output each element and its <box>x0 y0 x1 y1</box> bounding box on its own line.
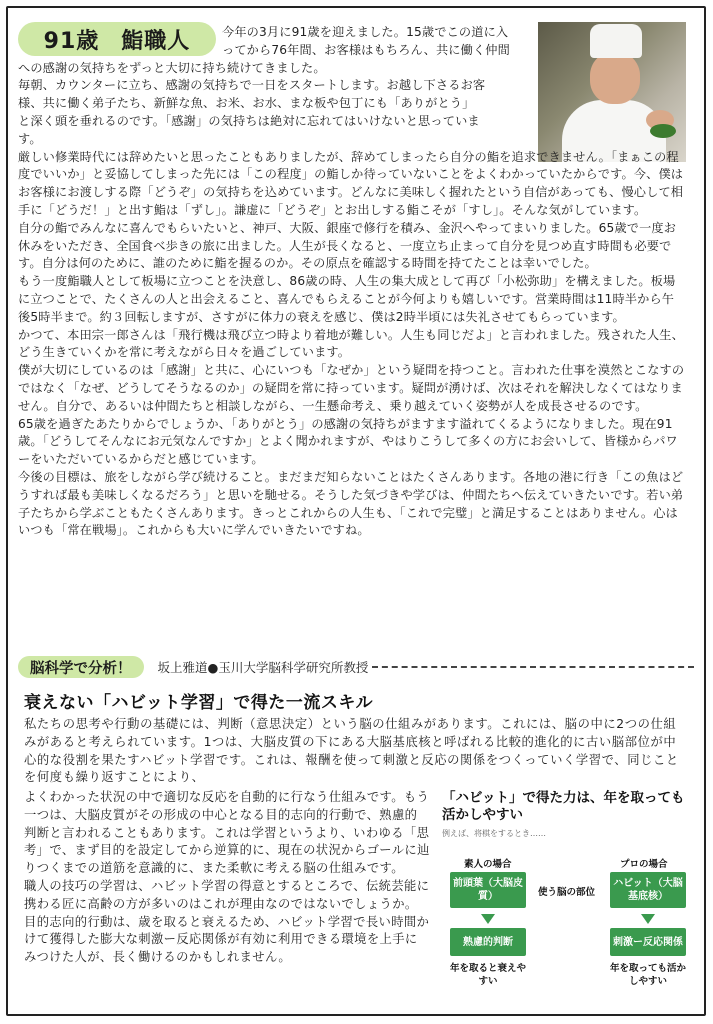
figure-note: 例えば、将棋をするとき…… <box>442 829 546 838</box>
pro-box-habit: ハビット（大脳基底核） <box>610 872 686 908</box>
essay-paragraph-3: 自分の鮨でみんなに喜んでもらいたいと、神戸、大阪、銀座で修行を積み、金沢へやってまいりました。65歳で一度お休みをいただき、全国食べ歩きの旅に出ました。人生が長くなると、一度立ち止まって自分を見つめ直す時間も必要です。自分は何のために、誰のために鮨を握るのか。その原点を確認する時間を持てたことは幸いでした。 <box>18 220 677 271</box>
down-arrow-icon <box>641 914 655 924</box>
amateur-box-frontal-lobe: 前頭葉（大脳皮質） <box>450 872 526 908</box>
brain-text-col-2: 職人の技巧の学習は、ハビット学習の得意とするところで、伝統芸能に携わる匠に高齢の方が多いのはこれが理由なのではないでしょうか。目的志向的行動は、歳を取ると衰えるため、ハビット学習で長い時間かけて獲得した膨大な刺激ー反応関係が有効に利用できる環境を上手にみつけた人が、長く働けるのかもしれません。 <box>24 878 430 965</box>
brain-badge: 脳科学で分析！ <box>18 656 144 678</box>
age-label: 91歳 <box>43 28 100 54</box>
essay-paragraph-7: 65歳を過ぎたあたりからでしょうか、「ありがとう」の感謝の気持ちがますます溢れてくるようになりました。現在91歳。「どうしてそんなにお元気なんですか」とよく聞かれますが、やはりこうして多くの方にお会いして、皆様からパワーをいただいているからだと感じています。 <box>18 416 678 467</box>
essay-p1-line-2: 様、共に働く弟子たち、新鮮な魚、お米、お水、まな板や包丁にも「ありがとう」 <box>18 96 475 111</box>
figure-title: 「ハビット」で得た力は、年を取っても活かしやすい <box>442 790 685 823</box>
down-arrow-icon <box>481 914 495 924</box>
brain-text-column <box>24 789 430 967</box>
pro-box-stimulus-response: 刺激ー反応関係 <box>610 928 686 956</box>
brain-subtitle: 衰えない「ハビット学習」で得た一流スキル <box>24 693 374 713</box>
essay-intro-line-1: 今年の3月に91歳を迎えました。15歳でこの道に入 <box>222 25 509 39</box>
pro-footnote: 年を取っても活かしやすい <box>609 963 686 987</box>
amateur-label: 素人の場合 <box>464 859 512 870</box>
essay-body <box>18 24 686 540</box>
essay-paragraph-5: かつて、本田宗一郎さんは「飛行機は飛び立つ時より着地が難しい。人生も同じだよ」と言われました。残された人生、どう生きていくかを常に考えながら日々を過ごしています。 <box>18 327 684 360</box>
essay-intro-line-2: ってから76年間、お客様はもちろん、共に働く仲間 <box>222 42 510 57</box>
brain-text-full: 私たちの思考や行動の基礎には、判断（意思決定）という脳の仕組みがあります。これには、脳の中に2つの仕組みがあると考えられています。1つは、大脳皮質の下にある大脳基底核と呼ばれる比較的進化的に古い脳部位が中心的な役割を果たすハビット学習です。これは、報酬を使って刺激と反応の関係をつくっていく学習で、同じことを何度も繰り返すことにより、 <box>24 717 679 785</box>
dashed-divider <box>372 666 694 668</box>
essay-intro-line-3: への感謝の気持ちをずっと大切に持ち続けてきました。 <box>18 60 326 75</box>
amateur-footnote: 年を取ると衰えやすい <box>449 963 526 987</box>
essay-p1-line-3: と深く頭を垂れるのです。「感謝」の気持ちは絶対に忘れてはいけないと思っていま <box>18 113 480 128</box>
essay-paragraph-2: 厳しい修業時代には辞めたいと思ったこともありましたが、辞めてしまったら自分の鮨を追求できません。「まぁこの程度でいいか」と妥協してしまった先には「この程度」の鮨しか待っていないことをよくわかっていたからです。今、僕はお客様にお渡しする際「どうぞ」の気持ちを込めています。どんなに美味しく握れたという自信があっても、慢心して相手に「どうだ！」と出す鮨は「ずし」。謙虚に「どうぞ」とお出しする鮨こそが「すし」。そんな気がしています。 <box>18 149 684 217</box>
essay-p1-line-1: 毎朝、カウンターに立ち、感謝の気持ちで一日をスタートします。お越し下さるお客 <box>18 78 486 93</box>
essay-paragraph-8: 今後の目標は、旅をしながら学び続けること。まだまだ知らないことはたくさんあります。各地の港に行き「この魚はどうすれば最も美味しくなるだろう」と思いを馳せる。そうした気づきや学びは、仲間たちへ伝えていきたいです。若い弟子たちから学ぶこともたくさんあります。きっとこれからの人生も、「これで完璧」と満足することはありません。心はいつも「常在戦場」。これからも大いに学んでいきたいですね。 <box>18 469 684 538</box>
amateur-box-deliberate: 熟慮的判断 <box>450 928 526 956</box>
brain-section-header <box>18 656 694 678</box>
brain-author: 坂上雅道●玉川大学脳科学研究所教授 <box>157 660 369 675</box>
brain-text-col-1: よくわかった状況の中で適切な反応を自動的に行なう仕組みです。もう一つは、大脳皮質がその形成の中心となる目的志向的行動で、熟慮的判断と言われることもあります。これは学習というより、いわゆる「思考」で、まず目的を設定してから逆算的に、現在の状況からゴールに辿りつくまでの道筋を意識的に、また柔軟に考える脳の仕組みです。 <box>24 790 430 876</box>
brain-part-label: 使う脳の部位 <box>538 887 596 898</box>
pro-label: プロの場合 <box>620 859 668 870</box>
essay-paragraph-4: もう一度鮨職人として板場に立つことを決意し、86歳の時、人生の集大成として再び「小松弥助」を構えました。板場に立つことで、たくさんの人と出会えること、喜んでもらえることが今何よりも嬉しいです。営業時間は11時半から午後5時半まで。約３回転しますが、さすがに体力の衰えを感じ、僕は2時半頃には失礼させてもらっています。 <box>18 274 676 324</box>
profession-label: 鮨職人 <box>121 28 191 54</box>
essay-paragraph-6: 僕が大切にしているのは「感謝」と共に、心にいつも「なぜか」という疑問を持つこと。言われた仕事を漠然とこなすのではなく「なぜ、どうしてそうなるのか」の疑問を常に持っています。疑問が湧けば、次はそれを解決しなくてはなりません。自分で、あるいは仲間たちと相談しながら、一生懸命考え、乗り越えていく姿勢が人を成長させるのです。 <box>18 363 685 413</box>
habit-figure <box>442 790 694 1000</box>
essay-p1-line-4: す。 <box>18 131 42 146</box>
